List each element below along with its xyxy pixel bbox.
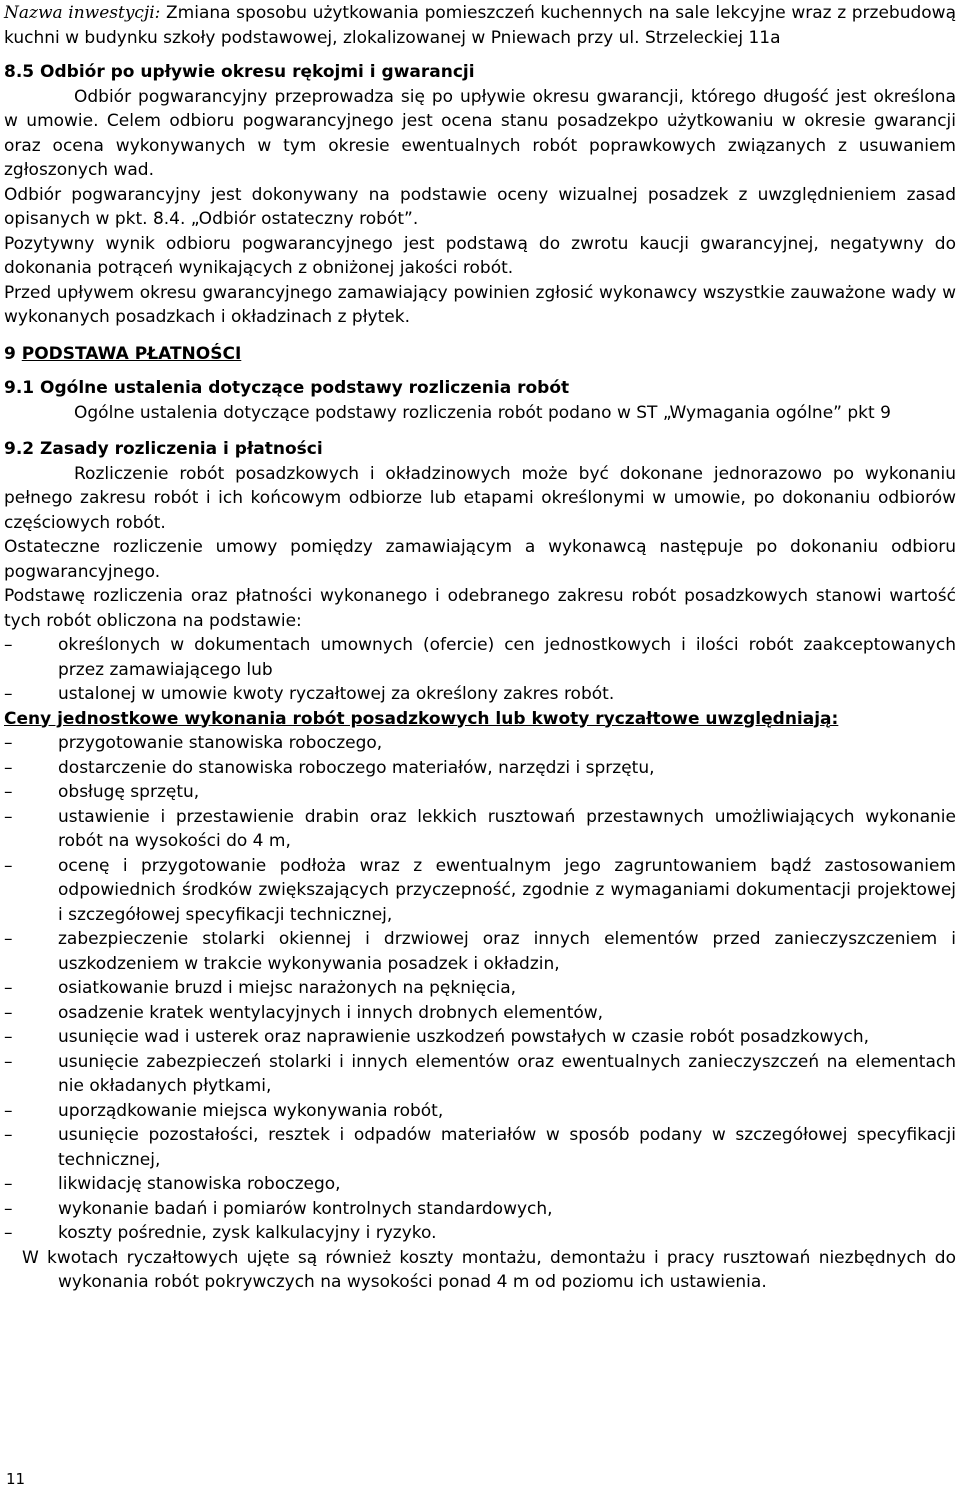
list-item [4, 780, 956, 805]
dash-marker: – [4, 1174, 13, 1194]
dash-marker: – [4, 1125, 13, 1145]
list-item-text: usunięcie pozostałości, resztek i odpadów materiałów w sposób podany w szczegółowej specyfikacji technicznej, [58, 1125, 956, 1170]
list-item [4, 756, 956, 781]
list-item-text: wykonanie badań i pomiarów kontrolnych standardowych, [58, 1198, 553, 1219]
list-item [4, 1050, 956, 1099]
list-item [4, 682, 956, 707]
list-item-text: ocenę i przygotowanie podłoża wraz z ewentualnym jego zagruntowaniem bądź zastosowaniem odpowiednich środków zwiększających przyczepność, zgodnie z wymaganiami dokumentacji projektowej i szczegółowej specyfikacji technicznej, [58, 855, 956, 925]
list-item [4, 1123, 956, 1172]
dash-marker: – [4, 1223, 13, 1243]
dash-marker: – [4, 635, 13, 655]
section-9-2-paragraph-3: Podstawę rozliczenia oraz płatności wykonanego i odebranego zakresu robót posadzkowych stanowi wartość tych robót obliczona na podstawie: [4, 586, 956, 631]
list-item [4, 1025, 956, 1050]
section-8-5-paragraph-4: Przed upływem okresu gwarancyjnego zamawiający powinien zgłosić wykonawcy wszystkie zauważone wady w wykonanych posadzkach i okładzinach z płytek. [4, 282, 956, 327]
list-item-text: usunięcie zabezpieczeń stolarki i innych elementów oraz ewentualnych zanieczyszczeń na elementach nie okładanych płytkami, [58, 1051, 956, 1096]
prices-list [4, 731, 956, 1246]
list-item [4, 1099, 956, 1124]
dash-marker: – [4, 929, 13, 949]
project-header-text: Zmiana sposobu użytkowania pomieszczeń kuchennych na sale lekcyjne wraz z przebudową kuchni w budynku szkoły podstawowej, zlokalizowanej w Pniewach przy ul. Strzeleckiej 11a [4, 3, 956, 48]
list-item-text: dostarczenie do stanowiska roboczego materiałów, narzędzi i sprzętu, [58, 757, 655, 778]
list-item-text: usunięcie wad i usterek oraz naprawienie uszkodzeń powstałych w czasie robót posadzkowych, [58, 1027, 870, 1047]
section-9-2-paragraph-1: Rozliczenie robót posadzkowych i okładzinowych może być dokonane jednorazowo po wykonaniu pełnego zakresu robót i ich końcowym odbiorze lub etapami określonymi w umowie, po dokonaniu odbiorów częściowych robót. [4, 463, 956, 533]
section-9-2-paragraph-2: Ostateczne rozliczenie umowy pomiędzy zamawiającym a wykonawcą następuje po dokonaniu odbioru pogwarancyjnego. [4, 537, 956, 582]
section-9-2-final-paragraph: W kwotach ryczałtowych ujęte są również koszty montażu, demontażu i pracy rusztowań niezbędnych do wykonania robót pokrywczych na wysokości ponad 4 m od poziomu ich ustawienia. [22, 1247, 956, 1292]
document-page [4, 0, 956, 1295]
dash-marker: – [4, 1002, 13, 1023]
dash-marker: – [4, 855, 13, 876]
prices-heading [4, 707, 956, 732]
section-9-1-title: 9.1 Ogólne ustalenia dotyczące podstawy rozliczenia robót [4, 378, 570, 398]
list-item-text: osiatkowanie bruzd i miejsc narażonych na pęknięcia, [58, 978, 517, 998]
dash-marker: – [4, 1198, 13, 1219]
list-item-text: przygotowanie stanowiska roboczego, [58, 733, 383, 753]
list-item-text: zabezpieczenie stolarki okiennej i drzwiowej oraz innych elementów przed zanieczyszczeniem i uszkodzeniem w trakcie wykonywania posadzek i okładzin, [58, 929, 956, 974]
list-item [4, 1001, 956, 1026]
dash-marker: – [4, 757, 13, 778]
dash-marker: – [4, 1027, 13, 1047]
list-item-text: osadzenie kratek wentylacyjnych i innych drobnych elementów, [58, 1002, 604, 1023]
dash-marker: – [4, 684, 13, 704]
section-8-5-paragraph-3: Pozytywny wynik odbioru pogwarancyjnego jest podstawą do zwrotu kaucji gwarancyjnej, negatywny do dokonania potrąceń wynikających z obniżonej jakości robót. [4, 233, 956, 278]
dash-marker: – [4, 806, 13, 827]
basis-list [4, 633, 956, 707]
list-item-text: uporządkowanie miejsca wykonywania robót, [58, 1100, 444, 1121]
dash-marker: – [4, 733, 13, 753]
project-header-label: Nazwa inwestycji: [4, 3, 161, 23]
list-item-text: ustalonej w umowie kwoty ryczałtowej za określony zakres robót. [58, 684, 615, 704]
dash-marker: – [4, 1051, 13, 1072]
chapter-9-number: 9 [4, 343, 22, 364]
list-item-text: określonych w dokumentach umownych (ofercie) cen jednostkowych i ilości robót zaakceptowanych przez zamawiającego lub [58, 635, 956, 680]
page-number: 11 [6, 1470, 26, 1488]
dash-marker: – [4, 1100, 13, 1121]
list-item [4, 927, 956, 976]
dash-marker: – [4, 782, 13, 802]
chapter-9-heading [4, 342, 956, 367]
chapter-9-title: PODSTAWA PŁATNOŚCI [21, 343, 242, 364]
list-item [4, 731, 956, 756]
list-item [4, 1197, 956, 1222]
section-9-2-title: 9.2 Zasady rozliczenia i płatności [4, 439, 323, 459]
prices-heading-text: Ceny jednostkowe wykonania robót posadzkowych lub kwoty ryczałtowe uwzględniają: [4, 708, 839, 729]
list-item [4, 1172, 956, 1197]
list-item-text: likwidację stanowiska roboczego, [58, 1174, 341, 1194]
section-8-5-title: 8.5 Odbiór po upływie okresu rękojmi i gwarancji [4, 62, 475, 82]
list-item [4, 805, 956, 854]
section-9-1-paragraph-1: Ogólne ustalenia dotyczące podstawy rozliczenia robót podano w ST „Wymagania ogólne” pkt 9 [74, 402, 891, 423]
list-item-text: ustawienie i przestawienie drabin oraz lekkich rusztowań przestawnych umożliwiających wykonanie robót na wysokości do 4 m, [58, 806, 956, 851]
list-item [4, 854, 956, 928]
section-8-5-paragraph-2: Odbiór pogwarancyjny jest dokonywany na podstawie oceny wizualnej posadzek z uwzględnieniem zasad opisanych w pkt. 8.4. „Odbiór ostateczny robót”. [4, 184, 956, 229]
section-8-5-paragraph-1: Odbiór pogwarancyjny przeprowadza się po upływie okresu gwarancji, którego długość jest określona w umowie. Celem odbioru pogwarancyjnego jest ocena stanu posadzekpo użytkowaniu w okresie gwarancji oraz ocena wykonywanych w tym okresie ewentualnych robót poprawkowych związanych z usuwaniem zgłoszonych wad. [4, 86, 956, 180]
dash-marker: – [4, 978, 13, 998]
list-item-text: obsługę sprzętu, [58, 782, 200, 802]
list-item-text: koszty pośrednie, zysk kalkulacyjny i ryzyko. [58, 1223, 437, 1243]
list-item [4, 976, 956, 1001]
list-item [4, 633, 956, 682]
list-item [4, 1221, 956, 1246]
project-header [4, 0, 956, 50]
